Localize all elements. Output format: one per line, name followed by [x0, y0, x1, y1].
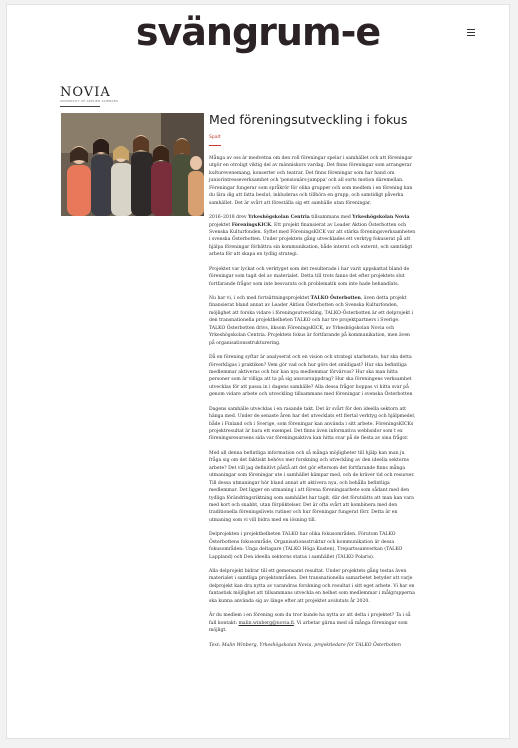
hamburger-menu-icon[interactable]	[467, 29, 475, 36]
paragraph: Dagens samhälle utvecklas i en rasande takt. Det är svårt för den ideella sektorn att hänga med. Under de senaste åren har det utvecklats ett flertal verktyg och hjälpmedel, både i Finland och i Sverige, som föreningar kan använda i sitt arbete. FöreningsKICKs projektresultat är bara ett exempel. Det finns även informativa webbsidor som t ex föreningsresursens sida var föreningsaktiva kan hitta svar på de flesta av sina frågor.	[209, 406, 416, 442]
page	[6, 4, 510, 739]
paragraph: Då en förening syftar är analyserat och en vision och strategi utarbetats, hur ska detta förverkligas i praktiken? Vem gör vad och hur görs det smidigast? Hur ska befintliga medlemmar aktiveras och hur kan nya medlemmar förvärvas? Hur ska man hitta personer som är villiga att ta på sig ansvarsuppdrag? Hur ska föreningens verksamhet utvecklas för att passa in i dagens samhälle? Alla dessa frågor hoppas vi hitta svar på genom vidare arbete och utveckling tillsammans med föreningar i svenska Österbotten	[209, 355, 413, 398]
paragraph: Projektet var lyckat och verktyget som det resulterade i har varit uppskattat bland de föreningar som tagit del av materialet. Detta till trots fanns det efter projektets slut fortfarande frågor som inte besvarats och problematik som inte hade behandlats.	[209, 266, 410, 287]
divider	[60, 106, 100, 107]
novia-logo-subtitle: UNIVERSITY OF APPLIED SCIENCES	[60, 99, 119, 103]
paragraph: Många av oss är medvetna om den roll föreningar spelar i samhället och att föreningar utgör en otroligt viktig del av människors vardag. Det finns föreningar som arrangerar kulturevenemang, konserter och teatrar. Det finns föreningar som har hand om juniorintresseverksamhet och 'pensionärs-jumppa' och all sorts motion däremellan. Föreningar fungerar som språkrör för olika grupper och som medlem i en förening kan du lära dig att fatta beslut, inkluderas och tillhöra en grupp, och samtidigt påverka samhället. Det är svårt att föreställa sig ett samhälle utan föreningar.	[209, 156, 413, 206]
paragraph: Alla delprojekt bidrar till ett gemensamt resultat. Under projektets gång testas även materialet i samtliga projektområden. Det transnationella samarbetet betyder att varje delprojekt kan dra nytta av varandras forskning och resultat i sitt eget arbete. Vi har en fantastisk möjlighet att tillsammans utveckla en helhet som medlemmar i målgrupperna ska kunna använda sig av länge efter att projektet avslutats år 2020.	[209, 569, 415, 604]
paragraph: Är du medlem i en förening som du tror kunde ha nytta av att delta i projektet? Ta i så fall kontakt: malin.winberg@novia.fi. Vi arbetar gärna med så många föreningar som möjligt.	[209, 613, 411, 634]
article-title: Med föreningsutveckling i fokus	[209, 112, 408, 127]
group-photo-image	[61, 113, 204, 216]
paragraph: Delprojekten i projekthelheten TALKO har olika fokusområden. Förutom TALKO Österbottens fokusområde, Organisationsstruktur och kommunikation är dessa fokusområden: Unga deltagare (TALKO Höga Kusten), Trepartssamverkan (TALKO Lappland) och Den ideella sektorns status i samhället (TALKO Polaris).	[209, 532, 403, 560]
contact-email-link[interactable]: malin.winberg@novia.fi	[238, 620, 294, 626]
paragraph: Med all denna befintliga information och så många möjligheter till hjälp kan man ju fråga sig om det faktiskt behövs mer forskning och utveckling av den ideella sektorns arbete? Det vill jag definitivt påstå att det gör eftersom det fortfarande finns många utmaningar som föreningar ute i samhället kämpar med, och de kräver tid och resurser. Till dessa utmaningar hör bland annat att aktivera nya, och behålla befintliga medlemmar. Det ligger en utmaning i att förena föreningsarbete som sådant med den tydliga förändringsriktning som samhället har tagit, där det förutsätts att man kan vara med kort och snabbt, utan förpliktelser. Det är ofta svårt att kombinera med den traditionella föreningslivets rutiner och hur föreningar fungerat förr. Detta är en utmaning som vi vill bidra med en lösning till.	[209, 450, 415, 523]
paragraph: 2016–2018 drev Yrkeshögskolan Centria tillsammans med Yrkeshögskolan Novia projektet FöreningsKICK. Ett projekt finansierat av Leader Aktion Österbotten och Svenska Kulturfonden. Syftet med FöreningsKICK var att stärka föreningsverksamheten i svenska Österbotten. Under projektets gång utvecklades ett verktyg fokuserat på att hjälpa föreningar förbättra sin kommunikation, både internt och externt, och samtidigt arbeta för att skapa en tydlig strategi.	[209, 215, 416, 258]
paragraph: Nu har vi, i och med fortsättningsprojektet TALKO Österbotten, även detta projekt finansierat bland annat av Leader Aktion Österbotten och Svenska Kulturfonden, möjlighet att forska vidare i föreningsutveckling. TALKO-Österbotten är ett delprojekt i den transnationella projekthelheten TALKO och har tre projektpartners i Sverige. TALKO Österbotten drivs, liksom FöreningsKICK, av Yrkeshögskolan Novia och Yrkeshögskolan Centria. Projektets fokus är fortfarande på kommunikation, men även på organisationsstrukturering.	[209, 296, 414, 346]
author-credit: Text: Malin Winberg, Yrkeshögskolan Novia, projektledare för TALKO Österbotten	[209, 642, 401, 648]
site-logo[interactable]: svängrum-e	[135, 10, 381, 54]
category-tag[interactable]: Spalt	[209, 135, 221, 140]
group-photo	[61, 113, 204, 216]
article-body	[209, 155, 417, 656]
tag-underline	[209, 145, 221, 146]
novia-logo: NOVIA	[60, 85, 111, 100]
